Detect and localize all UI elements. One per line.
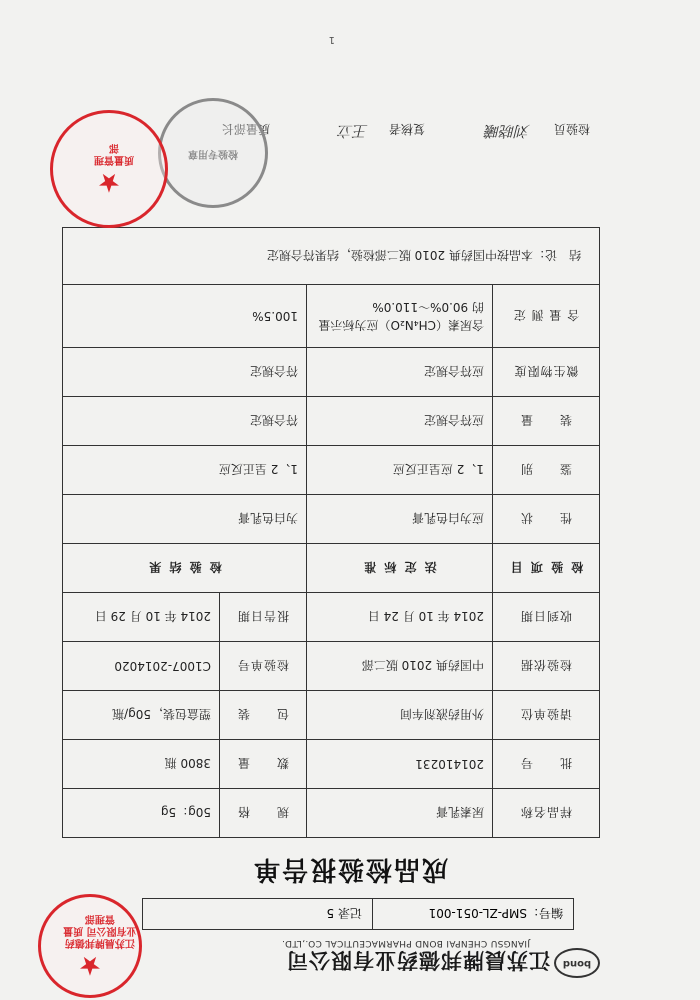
basis-label: 检验依据 — [493, 642, 600, 691]
test-standard: 应符合规定 — [307, 348, 493, 397]
col-header-standard: 法 定 标 准 — [307, 544, 493, 593]
batch-value: 201410231 — [307, 740, 493, 789]
company-seal-top — [38, 894, 142, 998]
table-row — [63, 642, 600, 691]
qa-seal-text: 质量管理部 — [94, 142, 134, 166]
spec-label: 规 格 — [220, 789, 307, 838]
sample-name-label: 样品名称 — [493, 789, 600, 838]
table-row — [63, 740, 600, 789]
table-row — [63, 495, 600, 544]
company-name-en: JIANGSU CHENPAI BOND PHARMACEUTICAL CO.,LTD. — [281, 938, 530, 948]
report-table — [62, 227, 600, 838]
report-date-value: 2014 年 10 月 29 日 — [63, 593, 220, 642]
table-row — [63, 593, 600, 642]
quantity-value: 3800 瓶 — [63, 740, 220, 789]
test-result: 100.5% — [63, 285, 307, 348]
table-row — [63, 285, 600, 348]
test-result: 为白色乳膏 — [63, 495, 307, 544]
test-item: 鉴 别 — [493, 446, 600, 495]
test-item: 性 状 — [493, 495, 600, 544]
report-no-value: C1007-2014020 — [63, 642, 220, 691]
test-result: 符合规定 — [63, 348, 307, 397]
company-logo: bond — [554, 948, 600, 978]
test-standard: 应为白色乳膏 — [307, 495, 493, 544]
report-date-label: 报告日期 — [220, 593, 307, 642]
table-row — [63, 446, 600, 495]
test-item: 含 量 测 定 — [493, 285, 600, 348]
table-row — [63, 691, 600, 740]
col-header-item: 检 验 项 目 — [493, 544, 600, 593]
table-row — [63, 348, 600, 397]
spec-value: 50g：5g — [63, 789, 220, 838]
table-row — [63, 397, 600, 446]
document-code: 编号：SMP-ZL-051-001 — [372, 899, 573, 929]
test-item: 装 量 — [493, 397, 600, 446]
test-item: 微生物限度 — [493, 348, 600, 397]
reviewer-signature: 王立 — [337, 122, 368, 140]
package-value: 塑盒包装，50g/瓶 — [63, 691, 220, 740]
dept-value: 外用药液剂车间 — [307, 691, 493, 740]
col-header-result: 检 验 结 果 — [63, 544, 307, 593]
basis-value: 中国药典 2010 版二部 — [307, 642, 493, 691]
grey-inspection-seal — [158, 98, 268, 208]
table-row — [63, 228, 600, 285]
inspector-label: 检验员 — [553, 122, 590, 136]
test-standard: 应符合规定 — [307, 397, 493, 446]
table-row — [63, 544, 600, 593]
report-title: 成品检验报告单 — [252, 854, 449, 884]
test-standard: 含尿素（CH₄N₂O）应为标示量的 90.0%～110.0% — [307, 285, 493, 348]
test-standard: 1、2 应呈正反应 — [307, 446, 493, 495]
qa-department-seal — [50, 110, 168, 228]
document-code-box — [142, 898, 574, 930]
company-name-cn: 江苏晨牌邦德药业有限公司 — [286, 948, 550, 972]
reviewer-label: 复核者 — [388, 122, 425, 136]
page-number: 1 — [328, 34, 335, 45]
conclusion: 结 论：本品按中国药典 2010 版二部检验，结果符合规定 — [63, 228, 600, 285]
approver-label: 质量部长 — [221, 122, 270, 136]
test-result: 1、2 呈正反应 — [63, 446, 307, 495]
inspector-signature: 刘晓曦 — [484, 122, 530, 140]
batch-label: 批 号 — [493, 740, 600, 789]
seal-star-icon: ★ — [78, 949, 102, 980]
package-label: 包 装 — [220, 691, 307, 740]
quantity-label: 数 量 — [220, 740, 307, 789]
table-row — [63, 789, 600, 838]
dept-label: 请验单位 — [493, 691, 600, 740]
qa-seal-star-icon: ★ — [97, 166, 121, 197]
test-result: 符合规定 — [63, 397, 307, 446]
received-value: 2014 年 10 月 24 日 — [307, 593, 493, 642]
company-seal-text: 江苏晨牌邦德药业有限公司 质量管理部 — [63, 913, 137, 949]
sample-name-value: 尿素乳膏 — [307, 789, 493, 838]
grey-seal-text: 检验专用章 — [188, 148, 238, 159]
received-label: 收到日期 — [493, 593, 600, 642]
report-no-label: 检验单号 — [220, 642, 307, 691]
record-number: 记录 5 — [326, 906, 362, 921]
